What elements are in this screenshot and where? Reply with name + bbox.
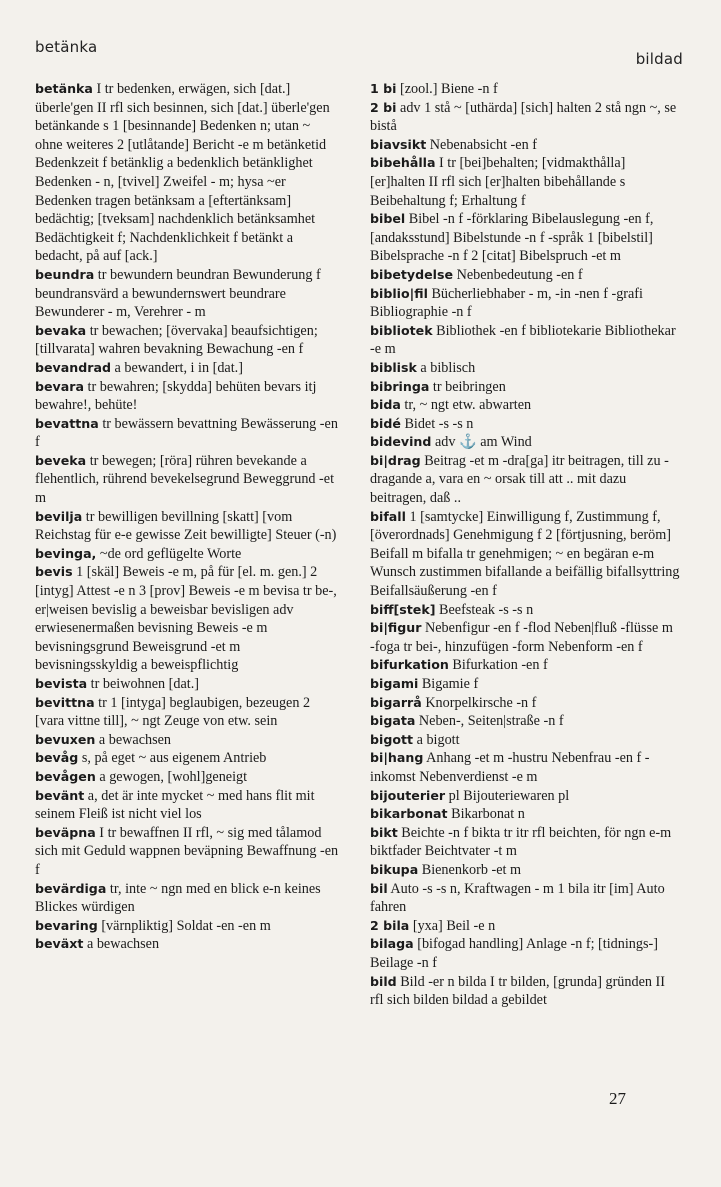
dictionary-entry: [35, 563, 341, 675]
dictionary-entry: [370, 601, 680, 620]
entry-definition: I tr bewaffnen II rfl, ~ sig med tålamod sich mit Geduld wappnen beväpning Bewaffnung -en f: [35, 824, 339, 878]
entry-definition: ~de ord geflügelte Worte: [96, 545, 242, 562]
entry-headword: biff[stek]: [370, 601, 436, 617]
right-column: [370, 80, 680, 1010]
dictionary-entry: [370, 861, 680, 880]
entry-definition: a bigott: [413, 731, 460, 748]
entry-headword: bidé: [370, 415, 401, 431]
entry-definition: a bewandert, i in [dat.]: [110, 359, 243, 376]
entry-definition: [zool.] Biene -n f: [396, 81, 498, 97]
entry-definition: [värnpliktig] Soldat -en -en m: [97, 917, 271, 934]
dictionary-entry: [370, 731, 680, 750]
dictionary-entry: [35, 824, 341, 880]
entry-definition: 1 [skäl] Beweis -e m, på für [el. m. gen.] 2 [intyg] Attest -e n 3 [prov] Beweis -e m bevisa tr be-, er|weisen bevislig a beweisbar bevisligen adv erwiesenermaßen bevisning Beweis -e m bevisningsgrund Beweisgrund -et m bevisningsskyldig a beweispflichtig: [35, 564, 337, 674]
entry-definition: a bewachsen: [95, 731, 172, 748]
entry-headword: bil: [370, 880, 388, 896]
entry-headword: bilaga: [370, 936, 414, 952]
left-column: [35, 80, 341, 954]
entry-definition: Beefsteak -s -s n: [435, 601, 534, 618]
entry-definition: tr bewundern beundran Bewunderung f beundransvärd a bewundernswert beundrare Bewunderer - m, Verehrer - m: [35, 266, 321, 321]
entry-definition: adv ⚓ am Wind: [431, 434, 532, 451]
entry-headword: beveka: [35, 452, 87, 468]
entry-definition: Auto -s -s n, Kraftwagen - m 1 bila itr [im] Auto fahren: [370, 880, 665, 916]
entry-headword: bigami: [370, 676, 419, 691]
entry-definition: [bifogad handling] Anlage -n f; [tidnings-] Beilage -n f: [370, 936, 658, 971]
entry-headword: bikt: [370, 824, 398, 840]
dictionary-entry: [35, 452, 341, 508]
dictionary-entry: [370, 675, 680, 694]
dictionary-entry: [370, 322, 680, 359]
dictionary-entry: [370, 154, 680, 210]
entry-headword: beundra: [35, 266, 95, 282]
entry-definition: Neben-, Seiten|straße -n f: [415, 713, 564, 730]
entry-headword: biavsikt: [370, 136, 427, 152]
dictionary-entry: [35, 880, 341, 917]
entry-definition: Nebenfigur -en f -flod Neben|fluß -flüsse m -foga tr bei-, hinzufügen -form Nebenform -en f: [370, 620, 673, 655]
entry-definition: I tr bedenken, erwägen, sich [dat.] überle'gen II rfl sich besinnen, sich [dat.] überle'gen betänkande s 1 [besinnande] Bedenken n; utan ~ ohne weiteres 2 [utlåtande] Bericht -e m betänketid Bedenkzeit f betänklig a bedenklich betänklighet Bedenken - n, [tvivel] Zweifel - m; hysa ~er Bedenken tragen betänksam a [eftertänksam] bedächtig; [tveksam] nachdenklich betänksamhet Bedächtigkeit f; Nachdenklichkeit f betänkt a bedacht, på auf [ack.]: [35, 81, 330, 265]
entry-definition: tr, inte ~ ngn med en blick e-n keines Blickes würdigen: [35, 880, 321, 916]
entry-headword: bikarbonat: [370, 806, 448, 822]
dictionary-entry: [35, 917, 341, 936]
entry-definition: tr, ~ ngt etw. abwarten: [400, 397, 532, 414]
dictionary-entry: [370, 359, 680, 378]
entry-definition: tr bewahren; [skydda] behüten bevars itj bewahre!, behüte!: [35, 378, 317, 414]
dictionary-entry: [35, 415, 341, 452]
entry-definition: tr bewegen; [röra] rühren bevekande a flehentlich, rührend bevekelsegrund Beweggrund -et m: [35, 452, 335, 507]
dictionary-entry: [35, 768, 341, 787]
dictionary-entry: [35, 787, 341, 824]
entry-headword: bibetydelse: [370, 266, 454, 282]
entry-definition: Anhang -et m -hustru Nebenfrau -en f -inkomst Nebenverdienst -e m: [370, 750, 650, 785]
entry-definition: Nebenabsicht -en f: [426, 136, 537, 153]
dictionary-entry: [35, 359, 341, 378]
dictionary-entry: [370, 396, 680, 415]
entry-definition: Bigamie f: [418, 676, 479, 692]
entry-headword: bevilja: [35, 508, 83, 524]
entry-headword: bigarrå: [370, 694, 422, 710]
entry-headword: bibel: [370, 211, 406, 227]
entry-definition: Bücherliebhaber - m, -in -nen f -grafi Bibliographie -n f: [370, 285, 643, 321]
entry-definition: I tr [bei]behalten; [vidmakthålla] [er]halten II rfl sich [er]halten bibehållande s Beibehaltung f; Erhaltung f: [370, 155, 626, 209]
entry-headword: bevärdiga: [35, 880, 107, 896]
entry-definition: adv 1 stå ~ [uthärda] [sich] halten 2 stå ngn ~, se bistå: [370, 99, 677, 135]
dictionary-entry: [370, 749, 680, 786]
entry-definition: tr bewachen; [övervaka] beaufsichtigen; [tillvarata] wahren bevakning Bewachung -en f: [35, 322, 318, 358]
entry-headword: bi|hang: [370, 750, 424, 766]
dictionary-entry: [370, 973, 680, 1010]
entry-definition: Bikarbonat n: [447, 806, 525, 823]
entry-headword: bigata: [370, 713, 416, 729]
entry-definition: Bidet -s -s n: [400, 415, 474, 432]
entry-headword: biblio|fil: [370, 285, 428, 301]
dictionary-entry: [370, 787, 680, 806]
dictionary-entry: [370, 378, 680, 397]
dictionary-entry: [370, 619, 680, 656]
entry-definition: Beitrag -et m -dra[ga] itr beitragen, till zu -dragande a, vara en ~ orsak till att .. mit dazu beitragen, daß ..: [370, 452, 669, 507]
dictionary-entry: [370, 452, 680, 508]
dictionary-entry: [370, 917, 680, 936]
entry-headword: bibehålla: [370, 155, 436, 171]
entry-headword: bida: [370, 397, 401, 413]
entry-headword: bevågen: [35, 768, 96, 784]
entry-definition: 1 [samtycke] Einwilligung f, Zustimmung f, [överordnads] Genehmigung f 2 [förtjusning, beröm] Beifall m bifalla tr genehmigen; ~ en begäran e-m Wunsch zustimmen bifallande a beifällig bifallsyttring Beifallsäußerung -en f: [370, 508, 680, 600]
entry-headword: bigott: [370, 731, 414, 747]
entry-headword: betänka: [35, 81, 93, 96]
entry-definition: Knorpelkirsche -n f: [421, 694, 537, 711]
entry-headword: bevaring: [35, 917, 98, 933]
entry-headword: bibliotek: [370, 322, 433, 338]
dictionary-entry: [35, 694, 341, 731]
entry-definition: a, det är inte mycket ~ med hans flit mit seinem Fleiß ist nicht viel los: [35, 787, 315, 823]
dictionary-entry: [35, 80, 341, 266]
dictionary-entry: [370, 415, 680, 434]
entry-definition: Bibliothek -en f bibliotekarie Bibliothekar -e m: [370, 322, 676, 358]
entry-headword: bevittna: [35, 694, 95, 710]
dictionary-entry: [370, 285, 680, 322]
entry-headword: biblisk: [370, 359, 417, 375]
entry-headword: beväxt: [35, 936, 84, 952]
dictionary-entry: [35, 322, 341, 359]
entry-headword: bevis: [35, 564, 73, 580]
entry-definition: a gewogen, [wohl]geneigt: [95, 768, 248, 785]
dictionary-entry: [35, 378, 341, 415]
dictionary-entry: [35, 675, 341, 694]
dictionary-entry: [35, 935, 341, 954]
entry-definition: pl Bijouteriewaren pl: [445, 787, 570, 804]
entry-definition: a bewachsen: [83, 936, 160, 953]
entry-headword: bevara: [35, 378, 84, 394]
entry-headword: bevinga,: [35, 545, 97, 561]
entry-headword: 1 bi: [370, 81, 397, 96]
running-head-left: betänka: [35, 38, 98, 56]
entry-headword: bevänt: [35, 787, 85, 803]
entry-definition: tr beibringen: [429, 378, 506, 395]
dictionary-entry: [35, 545, 341, 564]
dictionary-entry: [370, 210, 680, 266]
dictionary-entry: [370, 935, 680, 972]
dictionary-entry: [370, 805, 680, 824]
dictionary-entry: [35, 266, 341, 322]
dictionary-entry: [35, 731, 341, 750]
entry-headword: bevattna: [35, 415, 99, 431]
entry-definition: Bienenkorb -et m: [418, 861, 522, 878]
entry-definition: Bifurkation -en f: [448, 657, 548, 674]
dictionary-entry: [370, 80, 680, 99]
entry-definition: a biblisch: [416, 359, 476, 376]
dictionary-entry: [370, 880, 680, 917]
dictionary-entry: [35, 508, 341, 545]
entry-headword: bevista: [35, 676, 88, 691]
dictionary-entry: [370, 712, 680, 731]
entry-headword: bi|figur: [370, 620, 422, 636]
entry-headword: bikupa: [370, 861, 419, 877]
entry-definition: tr beiwohnen [dat.]: [87, 676, 199, 692]
running-head-right: bildad: [635, 50, 683, 68]
entry-definition: Bibel -n f -förklaring Bibelauslegung -en f, [andaksstund] Bibelstunde -n f -språk 1 [bibelstil] Bibelsprache -n f 2 [citat] Bibelspruch -et m: [370, 211, 654, 265]
entry-definition: [yxa] Beil -e n: [409, 917, 496, 934]
entry-headword: 2 bi: [370, 99, 397, 115]
entry-definition: Bild -er n bilda I tr bilden, [grunda] gründen II rfl sich bilden bildad a gebildet: [370, 973, 665, 1009]
dictionary-entry: [370, 508, 680, 601]
entry-headword: bevuxen: [35, 731, 96, 747]
entry-headword: bevåg: [35, 750, 79, 766]
dictionary-entry: [370, 824, 680, 861]
entry-headword: 2 bila: [370, 917, 410, 933]
entry-headword: bifall: [370, 508, 406, 524]
dictionary-entry: [370, 694, 680, 713]
dictionary-entry: [370, 433, 680, 452]
entry-definition: Beichte -n f bikta tr itr rfl beichten, för ngn e-m biktfader Beichtvater -t m: [370, 824, 672, 860]
entry-headword: bevandrad: [35, 359, 111, 375]
entry-definition: tr 1 [intyga] beglaubigen, bezeugen 2 [vara vittne till], ~ ngt Zeuge von etw. sein: [35, 694, 311, 730]
entry-definition: Nebenbedeutung -en f: [453, 266, 583, 283]
dictionary-entry: [370, 136, 680, 155]
dictionary-entry: [370, 266, 680, 285]
entry-headword: bevaka: [35, 322, 87, 338]
page-number: 27: [609, 1089, 626, 1108]
entry-definition: tr bewässern bevattning Bewässerung -en f: [35, 415, 338, 451]
entry-headword: beväpna: [35, 824, 96, 840]
entry-headword: bibringa: [370, 378, 430, 394]
entry-headword: bidevind: [370, 434, 432, 450]
dictionary-entry: [370, 99, 680, 136]
entry-definition: s, på eget ~ aus eigenem Antrieb: [78, 750, 267, 767]
entry-headword: bifurkation: [370, 657, 449, 673]
dictionary-entry: [35, 749, 341, 768]
entry-headword: bi|drag: [370, 452, 421, 468]
entry-headword: bijouterier: [370, 787, 446, 803]
dictionary-entry: [370, 656, 680, 675]
entry-definition: tr bewilligen bevillning [skatt] [vom Reichstag für e-e gewisse Zeit bewilligte] Steuer (-n): [35, 508, 337, 544]
entry-headword: bild: [370, 973, 397, 989]
